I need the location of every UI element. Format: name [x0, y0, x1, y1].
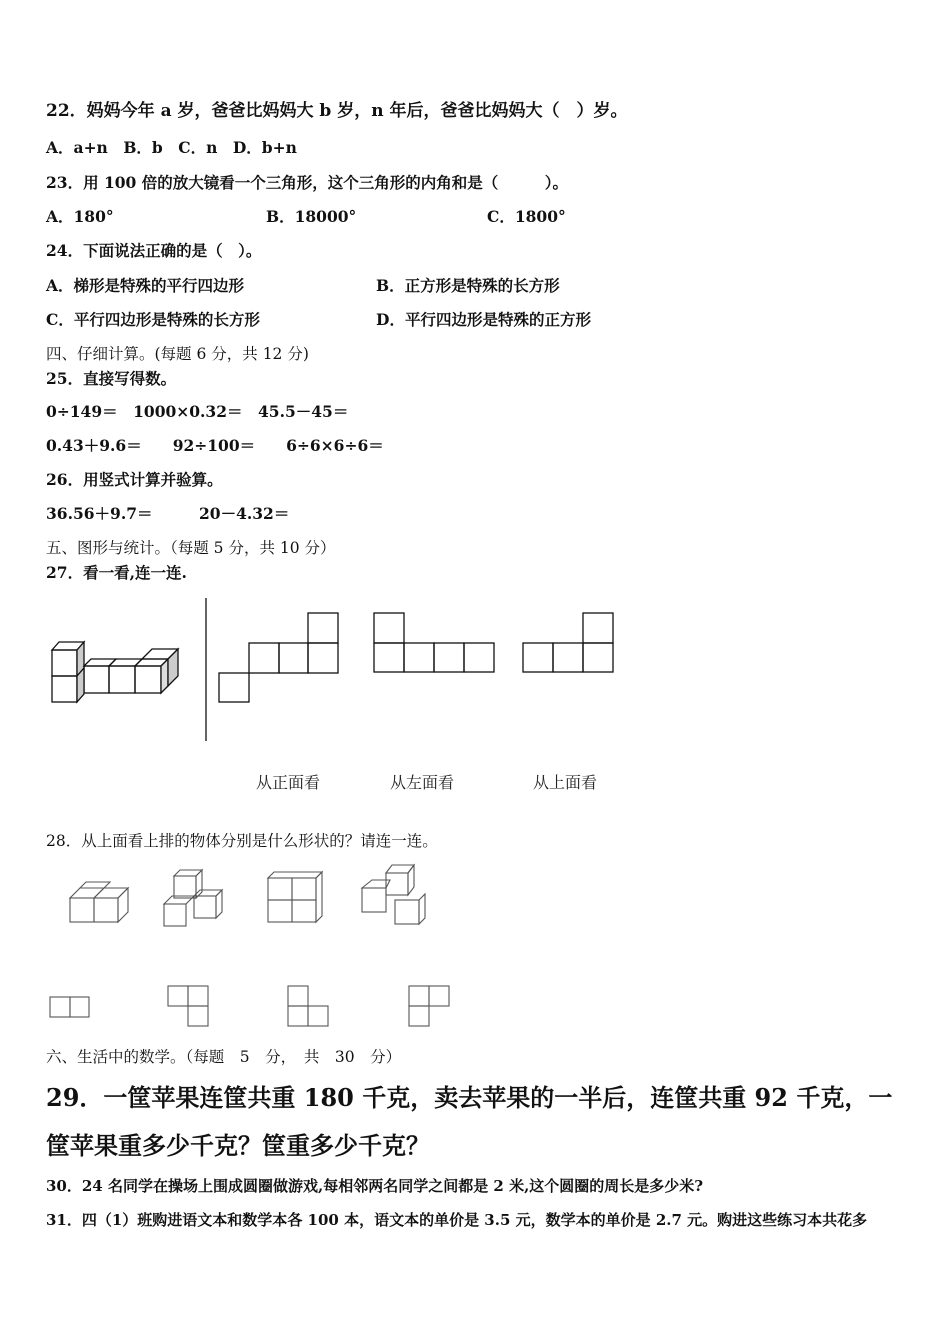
q28-top-view-1	[50, 997, 89, 1017]
section6-heading: 六、生活中的数学。（每题 5 分， 共 30 分）	[46, 1048, 402, 1066]
q25-row2: 0.43＋9.6＝ 92÷100＝ 6÷6×6÷6＝	[46, 436, 384, 455]
section4-heading: 四、仔细计算。(每题 6 分，共 12 分)	[46, 345, 309, 363]
q29-line2: 筐苹果重多少千克？筐重多少千克？	[46, 1131, 430, 1160]
q27-view-shape-3	[523, 613, 613, 672]
q28-top-view-3	[288, 986, 328, 1026]
q23-option-c: C．1800°	[487, 207, 566, 226]
q22-options: A．a+n B．b C．n D．b+n	[46, 138, 297, 157]
q30-stem: 30．24 名同学在操场上围成圆圈做游戏,每相邻两名同学之间都是 2 米,这个圆圈的周长是多少米?	[46, 1177, 704, 1195]
q24-option-d: D．平行四边形是特殊的正方形	[376, 310, 591, 329]
q27-view-shape-1	[219, 613, 338, 702]
q25-stem: 25．直接写得数。	[46, 369, 177, 388]
q28-top-view-2	[168, 986, 208, 1026]
q27-stem: 27．看一看,连一连.	[46, 563, 187, 582]
q28-solid-3	[268, 872, 322, 922]
q24-option-b: B．正方形是特殊的长方形	[376, 276, 560, 295]
q28-solid-2	[164, 870, 222, 926]
q23-stem: 23．用 100 倍的放大镜看一个三角形，这个三角形的内角和是（ ）。	[46, 173, 568, 192]
q23-option-a: A．180°	[46, 207, 114, 226]
q27-solid-drawing	[52, 642, 178, 702]
q27-label-left: 从左面看	[390, 773, 455, 792]
q26-stem: 26．用竖式计算并验算。	[46, 470, 223, 489]
q24-option-a: A．梯形是特殊的平行四边形	[46, 276, 245, 295]
q25-row1: 0÷149＝ 1000×0.32＝ 45.5－45＝	[46, 402, 349, 421]
q27-label-top: 从上面看	[533, 773, 598, 792]
q26-row1: 36.56＋9.7＝ 20－4.32＝	[46, 504, 290, 523]
q28-stem: 28．从上面看上排的物体分别是什么形状的？请连一连。	[46, 832, 438, 850]
q28-solid-4	[362, 865, 425, 924]
q31-stem: 31．四（1）班购进语文本和数学本各 100 本，语文本的单价是 3.5 元，数学本的单价是 2.7 元。购进这些练习本共花多	[46, 1211, 868, 1229]
q27-view-shape-2	[374, 613, 494, 672]
q29-line1: 29．一筐苹果连筐共重 180 千克，卖去苹果的一半后，连筐共重 92 千克，一	[46, 1083, 893, 1112]
section5-heading: 五、图形与统计。（每题 5 分，共 10 分）	[46, 539, 336, 557]
q28-top-view-4	[409, 986, 449, 1026]
q24-stem: 24．下面说法正确的是（ ）。	[46, 241, 262, 260]
q27-label-front: 从正面看	[256, 773, 321, 792]
q23-option-b: B．18000°	[266, 207, 357, 226]
q22-stem: 22．妈妈今年 a 岁，爸爸比妈妈大 b 岁，n 年后，爸爸比妈妈大（ ）岁。	[46, 101, 628, 121]
q24-option-c: C．平行四边形是特殊的长方形	[46, 310, 260, 329]
q28-solid-1	[70, 882, 128, 922]
